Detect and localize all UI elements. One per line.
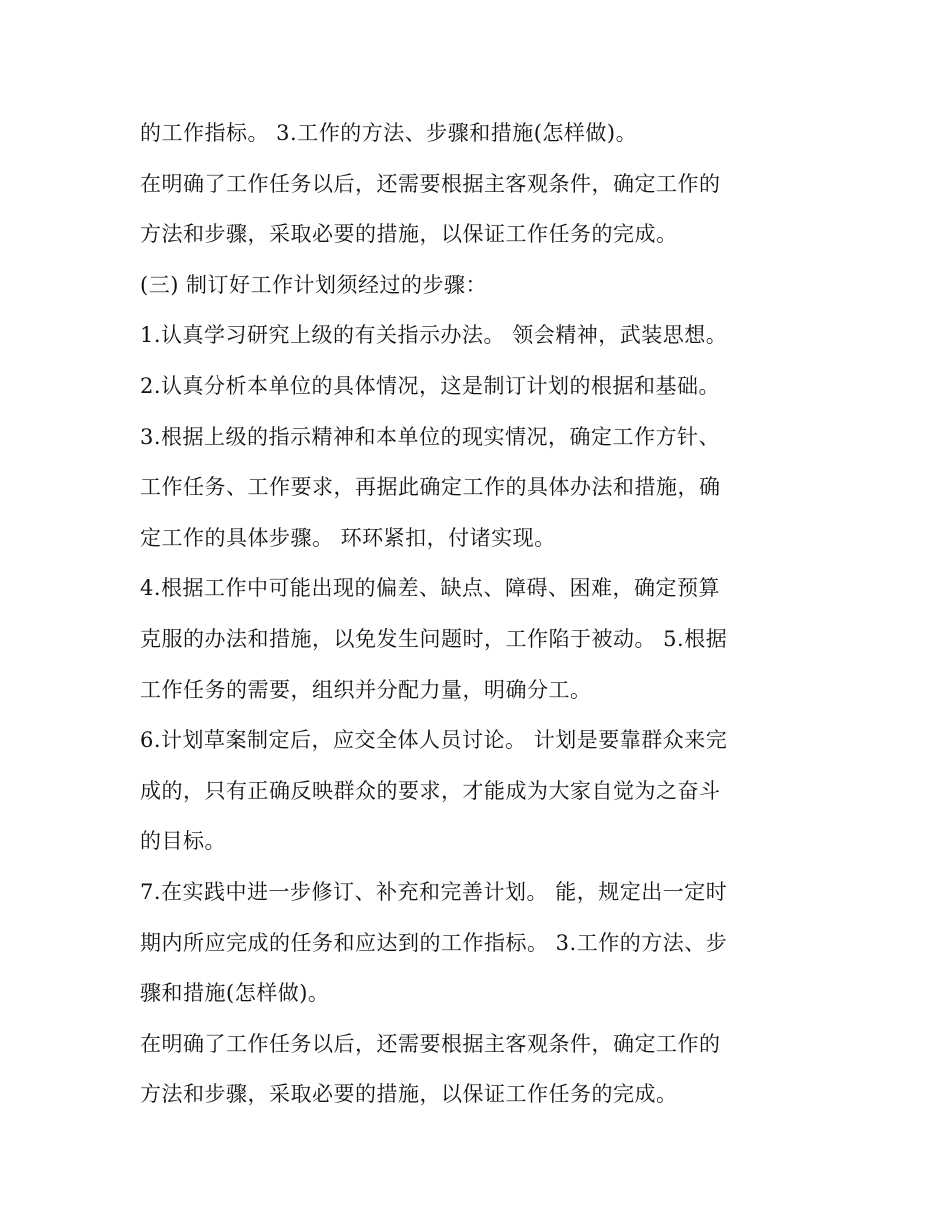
text-line: 定工作的具体步骤。 环环紧扣，付诸实现。 — [140, 525, 556, 550]
text-line: 6.计划草案制定后，应交全体人员讨论。 计划是要靠群众来完 — [140, 728, 728, 753]
text-line: 在明确了工作任务以后，还需要根据主客观条件，确定工作的 — [140, 1031, 721, 1056]
text-line: 的工作指标。 3.工作的方法、步骤和措施(怎样做)。 — [140, 121, 638, 145]
text-line: 期内所应完成的任务和应达到的工作指标。 3.工作的方法、步 — [140, 930, 728, 955]
text-line: 3.根据上级的指示精神和本单位的现实情况，确定工作方针、 — [140, 424, 721, 449]
document-body — [140, 108, 820, 1120]
text-line: 1.认真学习研究上级的有关指示办法。 领会精神，武装思想。 — [140, 323, 728, 348]
text-line: 在明确了工作任务以后，还需要根据主客观条件，确定工作的 — [140, 171, 721, 196]
text-line: 克服的办法和措施，以免发生问题时，工作陷于被动。 5.根据 — [140, 626, 728, 651]
section-heading: (三) 制订好工作计划须经过的步骤： — [140, 272, 488, 297]
text-line: 骤和措施(怎样做)。 — [140, 981, 330, 1006]
text-line: 2.认真分析本单位的具体情况，这是制订计划的根据和基础。 — [140, 373, 721, 398]
text-line: 方法和步骤，采取必要的措施，以保证工作任务的完成。 — [140, 222, 678, 247]
text-line: 成的，只有正确反映群众的要求，才能成为大家自觉为之奋斗 — [140, 778, 721, 803]
text-line: 7.在实践中进一步修订、补充和完善计划。 能，规定出一定时 — [140, 879, 728, 904]
text-line: 工作任务、工作要求，再据此确定工作的具体办法和措施，确 — [140, 475, 721, 500]
text-line: 的目标。 — [140, 829, 226, 854]
text-line: 方法和步骤，采取必要的措施，以保证工作任务的完成。 — [140, 1082, 678, 1107]
text-line: 工作任务的需要，组织并分配力量，明确分工。 — [140, 677, 592, 702]
text-line: 4.根据工作中可能出现的偏差、缺点、障碍、困难，确定预算 — [140, 576, 721, 601]
